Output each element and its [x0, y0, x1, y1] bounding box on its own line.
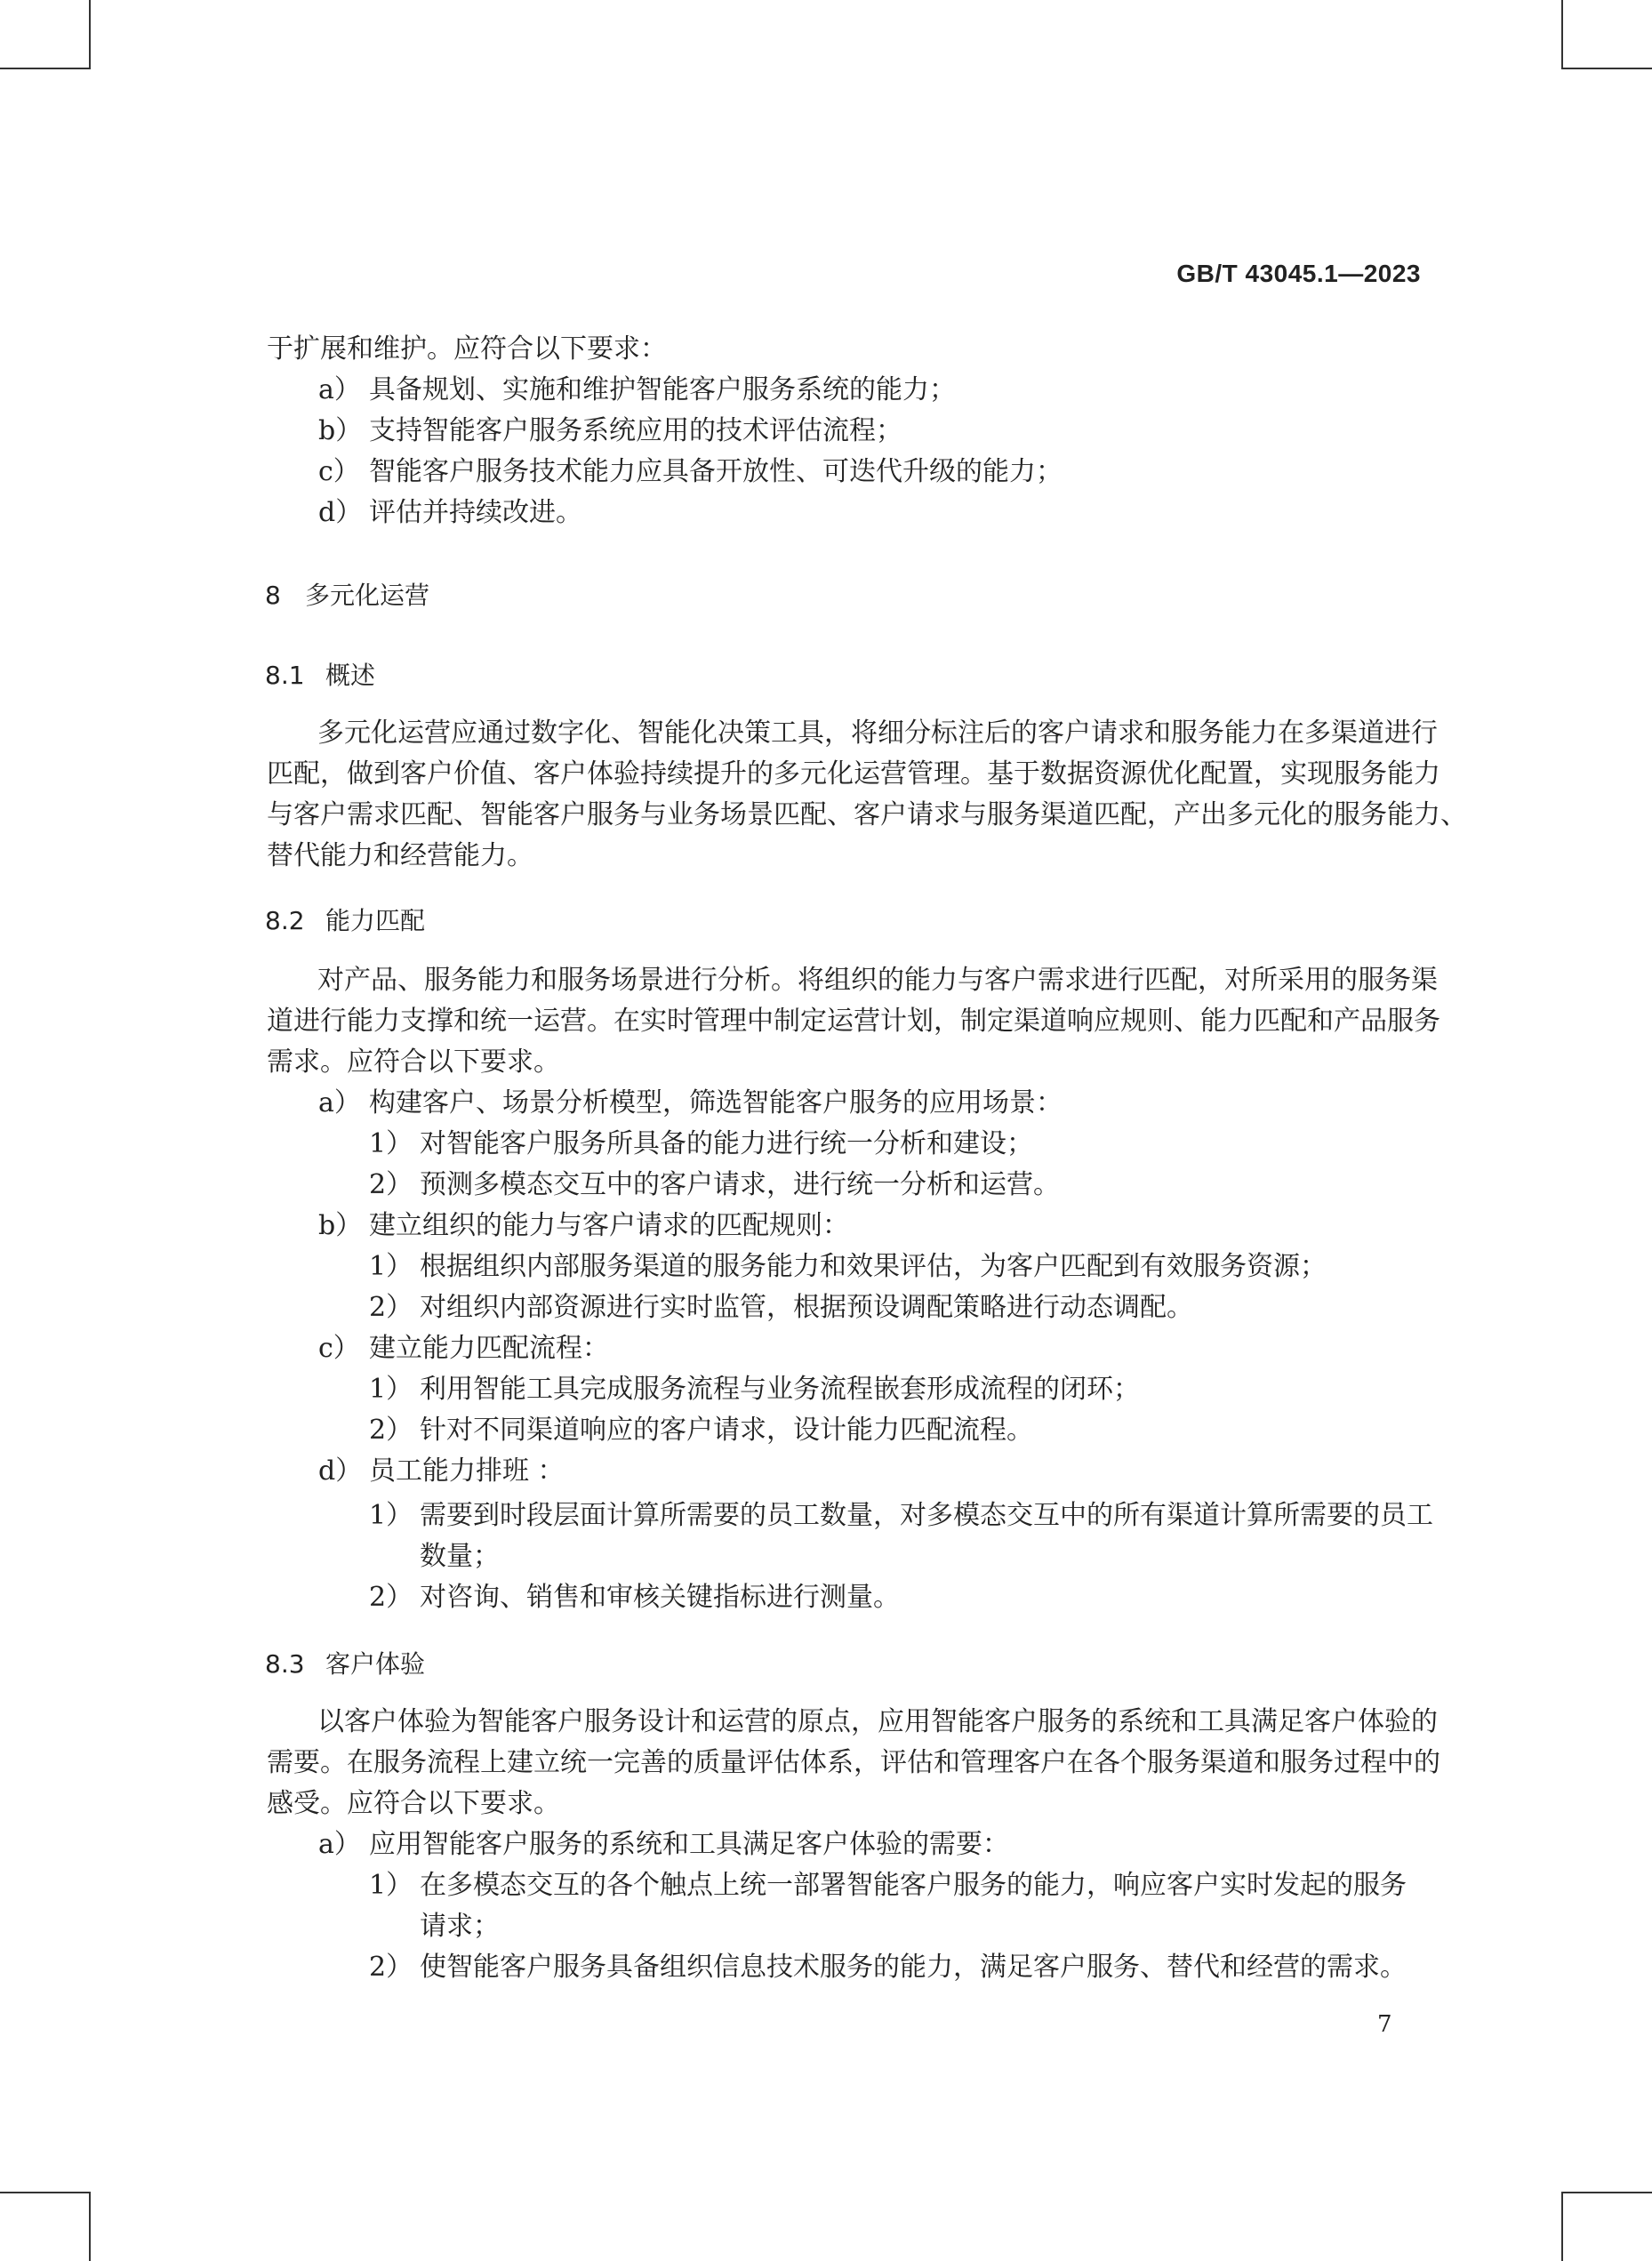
s82-item-d: d） 员工能力排班 ：: [318, 1455, 565, 1487]
s81-line-1: 多元化运营应通过数字化、智能化决策工具，将细分标注后的客户请求和服务能力在多渠道进行: [317, 718, 1438, 749]
s83-item-a1: 1） 在多模态交互的各个触点上统一部署智能客户服务的能力，响应客户实时发起的服务: [369, 1870, 1407, 1901]
s82-line-1: 对产品、服务能力和服务场景进行分析。将组织的能力与客户需求进行匹配，对所采用的服务渠: [317, 965, 1438, 996]
s82-item-b1: 1） 根据组织内部服务渠道的服务能力和效果评估，为客户匹配到有效服务资源；: [369, 1251, 1327, 1282]
s82-item-c: c） 建立能力匹配流程：: [318, 1333, 609, 1364]
s83-item-a2: 2） 使智能客户服务具备组织信息技术服务的能力，满足客户服务、替代和经营的需求。: [369, 1952, 1407, 1983]
section-8-heading: 8 多元化运营: [265, 581, 430, 610]
intro-item-a: a） 具备规划、实施和维护智能客户服务系统的能力；: [318, 374, 956, 405]
s83-item-a1-continuation: 请求；: [420, 1911, 500, 1942]
s82-item-a1: 1） 对智能客户服务所具备的能力进行统一分析和建设；: [369, 1128, 1033, 1159]
s82-line-3: 需求。应符合以下要求。: [267, 1046, 560, 1078]
s82-item-c2: 2） 针对不同渠道响应的客户请求，设计能力匹配流程。: [369, 1415, 1033, 1446]
section-8-2-heading: 8.2 能力匹配: [265, 906, 426, 935]
intro-item-d: d） 评估并持续改进。: [318, 497, 582, 528]
s82-item-a2: 2） 预测多模态交互中的客户请求，进行统一分析和运营。: [369, 1169, 1060, 1200]
section-8-3-heading: 8.3 客户体验: [265, 1649, 426, 1679]
s82-item-d2: 2） 对咨询、销售和审核关键指标进行测量。: [369, 1582, 900, 1613]
s82-item-b2: 2） 对组织内部资源进行实时监管，根据预设调配策略进行动态调配。: [369, 1292, 1193, 1323]
s81-line-3: 与客户需求匹配、智能客户服务与业务场景匹配、客户请求与服务渠道匹配，产出多元化的服务能力、: [267, 799, 1467, 830]
standard-code: GB/T 43045.1—2023: [1176, 260, 1421, 287]
s82-item-d1: 1） 需要到时段层面计算所需要的员工数量，对多模态交互中的所有渠道计算所需要的员工: [369, 1500, 1433, 1531]
s82-item-a: a） 构建客户、场景分析模型，筛选智能客户服务的应用场景：: [318, 1087, 1063, 1118]
s83-line-3: 感受。应符合以下要求。: [267, 1788, 560, 1819]
intro-item-c: c） 智能客户服务技术能力应具备开放性、可迭代升级的能力；: [318, 456, 1063, 487]
s81-line-2: 匹配，做到客户价值、客户体验持续提升的多元化运营管理。基于数据资源优化配置，实现服务能力: [267, 758, 1440, 790]
page-number: 7: [1377, 2011, 1392, 2038]
s82-item-d1-continuation: 数量；: [420, 1541, 500, 1572]
s81-line-4: 替代能力和经营能力。: [267, 840, 533, 871]
intro-item-b: b） 支持智能客户服务系统应用的技术评估流程；: [318, 415, 902, 446]
s83-line-1: 以客户体验为智能客户服务设计和运营的原点，应用智能客户服务的系统和工具满足客户体验的: [317, 1706, 1438, 1737]
section-8-1-heading: 8.1 概述: [265, 661, 376, 690]
s83-line-2: 需要。在服务流程上建立统一完善的质量评估体系，评估和管理客户在各个服务渠道和服务过程中的: [267, 1747, 1440, 1778]
s82-line-2: 道进行能力支撑和统一运营。在实时管理中制定运营计划，制定渠道响应规则、能力匹配和产品服务: [267, 1006, 1440, 1037]
s83-item-a: a） 应用智能客户服务的系统和工具满足客户体验的需要：: [318, 1829, 1009, 1860]
s82-item-c1: 1） 利用智能工具完成服务流程与业务流程嵌套形成流程的闭环；: [369, 1374, 1140, 1405]
s82-item-b: b） 建立组织的能力与客户请求的匹配规则：: [318, 1210, 849, 1241]
intro-continuation: 于扩展和维护。应符合以下要求：: [267, 333, 667, 365]
